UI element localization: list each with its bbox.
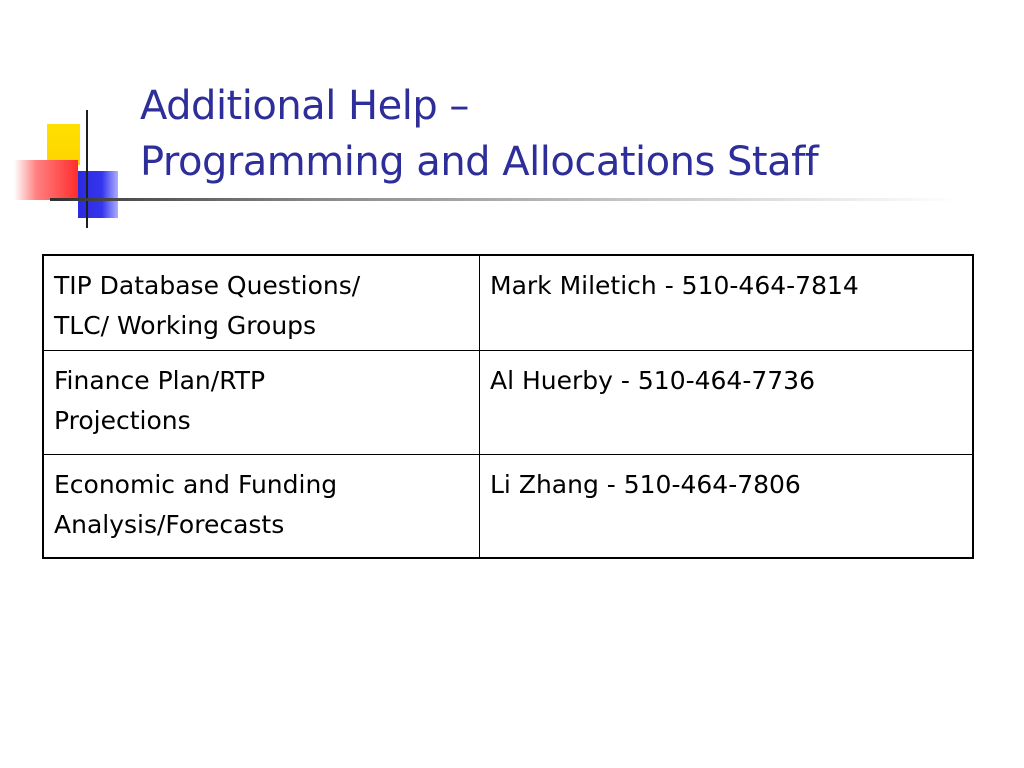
logo-red-bar-icon — [14, 160, 78, 200]
topic-text: Projections — [54, 406, 191, 435]
table-row — [43, 455, 973, 559]
table-row — [43, 255, 973, 351]
logo-yellow-square-icon — [47, 124, 80, 165]
topic-text: Finance Plan/RTP — [54, 366, 266, 395]
contact-text: Mark Miletich - 510-464-7814 — [490, 271, 859, 300]
topic-cell — [43, 455, 480, 559]
topic-text: Analysis/Forecasts — [54, 510, 285, 539]
contact-text: Li Zhang - 510-464-7806 — [490, 470, 801, 499]
contacts-table — [42, 254, 974, 559]
topic-cell — [43, 351, 480, 455]
table-row — [43, 351, 973, 455]
logo-blue-square-icon — [78, 171, 118, 218]
topic-text: Economic and Funding — [54, 470, 338, 499]
topic-text: TIP Database Questions/ — [54, 271, 361, 300]
logo-vertical-line — [86, 110, 88, 228]
topic-text: TLC/ Working Groups — [54, 311, 317, 340]
slide-title-line-2: Programming and Allocations Staff — [140, 139, 819, 185]
contact-text: Al Huerby - 510-464-7736 — [490, 366, 815, 395]
topic-cell — [43, 255, 480, 351]
slide-title — [140, 78, 1000, 190]
title-underline-divider — [50, 198, 960, 201]
contact-cell — [480, 351, 974, 455]
contact-cell — [480, 455, 974, 559]
contact-cell — [480, 255, 974, 351]
slide-title-line-1: Additional Help – — [140, 83, 469, 129]
